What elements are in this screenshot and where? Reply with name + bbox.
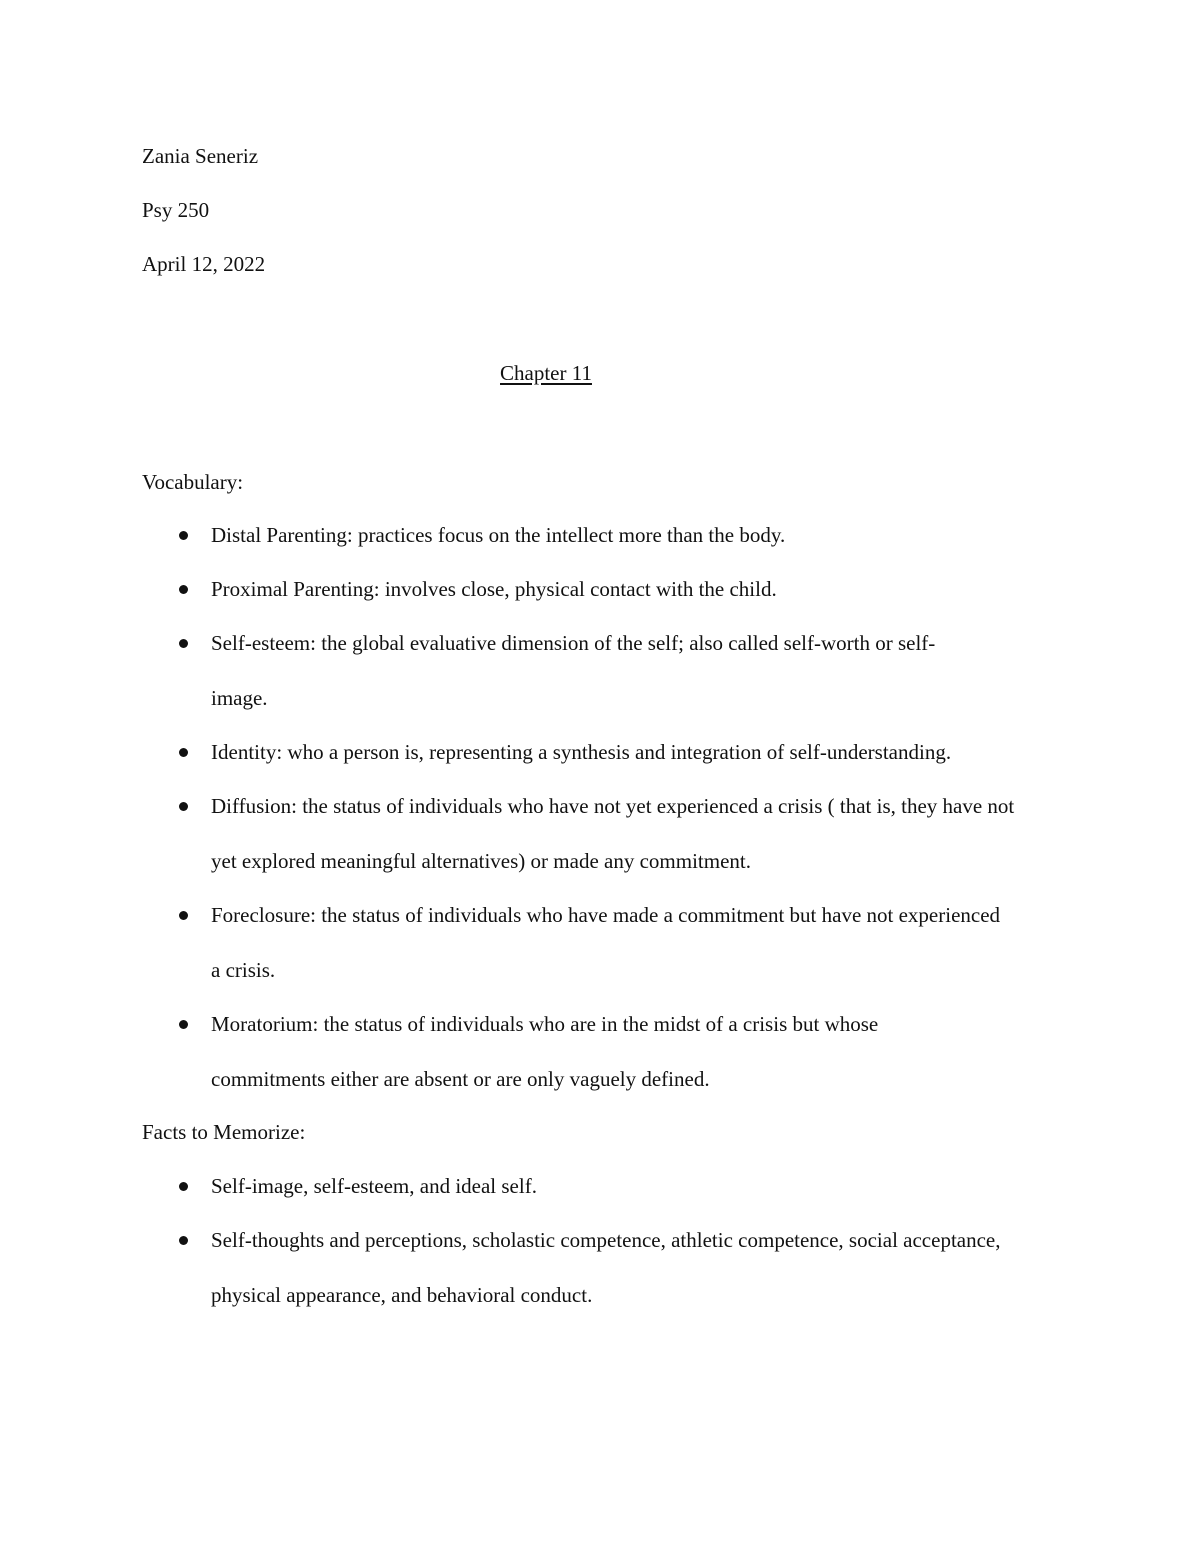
vocabulary-item-text: Identity: who a person is, representing a synthesis and integration of self-understanding.	[211, 740, 952, 764]
vocabulary-heading: Vocabulary:	[142, 470, 244, 494]
document-date: April 12, 2022	[142, 252, 266, 276]
bullet-icon	[179, 1236, 188, 1245]
bullet-icon	[179, 1182, 188, 1191]
vocabulary-item-text: Moratorium: the status of individuals who are in the midst of a crisis but whose commitments either are absent or are only vaguely defined.	[211, 1012, 879, 1091]
author-name: Zania Seneriz	[142, 144, 259, 168]
vocabulary-item-text: Foreclosure: the status of individuals who have made a commitment but have not experienced a crisis.	[211, 903, 1001, 982]
chapter-title: Chapter 11	[500, 361, 592, 385]
bullet-icon	[179, 1020, 188, 1029]
vocabulary-item-text: Distal Parenting: practices focus on the intellect more than the body.	[211, 523, 786, 547]
vocabulary-item-text: Self-esteem: the global evaluative dimension of the self; also called self-worth or self-image.	[211, 631, 936, 710]
bullet-icon	[179, 531, 188, 540]
facts-heading: Facts to Memorize:	[142, 1120, 306, 1144]
bullet-icon	[179, 802, 188, 811]
fact-item-text: Self-image, self-esteem, and ideal self.	[211, 1174, 537, 1198]
vocabulary-item-text: Proximal Parenting: involves close, physical contact with the child.	[211, 577, 777, 601]
vocabulary-item-text: Diffusion: the status of individuals who have not yet experienced a crisis ( that is, they have not yet explored meaningful alternatives) or made any commitment.	[211, 794, 1015, 873]
bullet-icon	[179, 639, 188, 648]
fact-item-text: Self-thoughts and perceptions, scholastic competence, athletic competence, social acceptance, physical appearance, and behavioral conduct.	[211, 1228, 1001, 1307]
course-name: Psy 250	[142, 198, 210, 222]
bullet-icon	[179, 585, 188, 594]
bullet-icon	[179, 748, 188, 757]
bullet-icon	[179, 911, 188, 920]
